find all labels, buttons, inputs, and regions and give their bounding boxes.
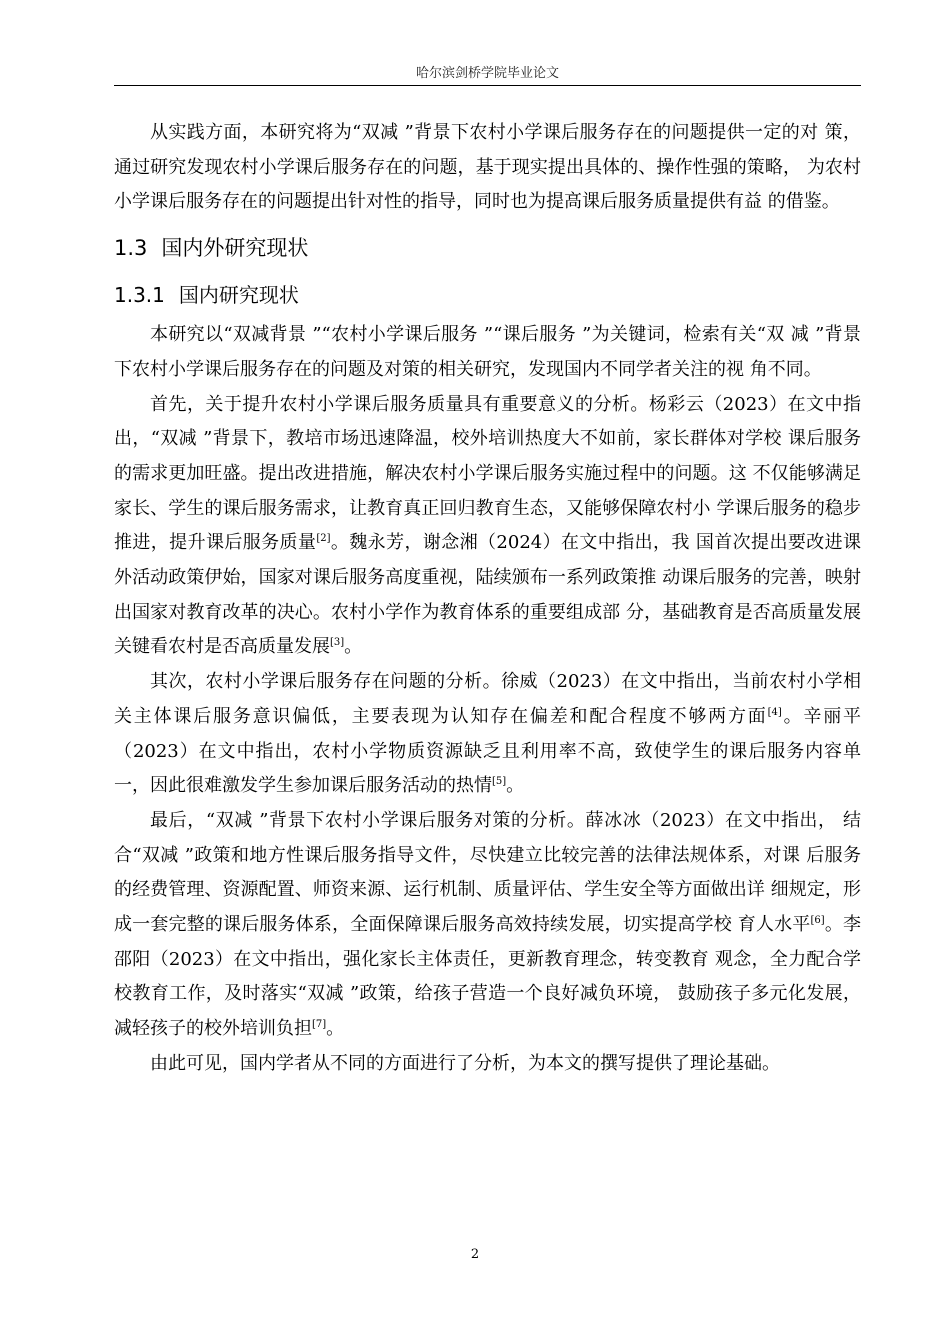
- paragraph-keywords: 本研究以“双减背景 ”“农村小学课后服务 ”“课后服务 ”为关键词，检索有关“双 减 ”背景下农村小学课后服务存在的问题及对策的相关研究，发现国内不同学者关注的视 角不同。: [114, 324, 861, 380]
- text-run: 。辛丽平 （2023）在文中指出，农村小学物质资源缺乏且利用率不高，致使学生的课后服务内容单 一，因此很难激发学生参加课后服务活动的热情: [114, 705, 862, 797]
- citation-6: [6]: [810, 915, 825, 927]
- citation-5: [5]: [492, 776, 507, 788]
- section-number: 1.3: [114, 236, 148, 261]
- paragraph-conclusion: 由此可见，国内学者从不同的方面进行了分析，为本文的撰写提供了理论基础。: [150, 1052, 780, 1074]
- paragraph-last: [114, 804, 861, 1047]
- text-run: 最后，“双减 ”背景下农村小学课后服务对策的分析。薛冰冰（2023）在文中指出， 结合“双减 ”政策和地方性课后服务指导文件，尽快建立比较完善的法律法规体系，对课 后服务的经费管理、资源配置、师资来源、运行机制、质量评估、学生安全等方面做出详 细规定，形成一套完整的课后服务体系，全面保障课后服务高效持续发展，切实提高学校 育人水平: [114, 809, 861, 936]
- citation-2: [2]: [316, 533, 331, 545]
- citation-3: [3]: [330, 637, 345, 649]
- section-title: 国内外研究现状: [161, 236, 309, 261]
- page-number: 2: [470, 1247, 480, 1262]
- text-run: 。: [326, 1018, 345, 1040]
- paragraph-practice: 从实践方面，本研究将为“双减 ”背景下农村小学课后服务存在的问题提供一定的对 策，通过研究发现农村小学课后服务存在的问题，基于现实提出具体的、操作性强的策略， 为农村小学课后服务存在的问题提出针对性的指导，同时也为提高课后服务质量提供有益 的借鉴。: [114, 122, 861, 213]
- paragraph-second: [114, 665, 861, 804]
- text-run: 其次，农村小学课后服务存在问题的分析。徐威（2023）在文中指出，当前农村小学相关主体课后服务意识偏低，主要表现为认知存在偏差和配合程度不够两方面: [114, 671, 861, 727]
- subsection-heading-1-3-1: [114, 272, 861, 318]
- citation-7: [7]: [312, 1019, 327, 1031]
- section-heading-1-3: [114, 224, 861, 272]
- header-divider: [114, 85, 861, 86]
- text-run: 首先，关于提升农村小学课后服务质量具有重要意义的分析。杨彩云（2023）在文中指出，“双减 ”背景下，教培市场迅速降温，校外培训热度大不如前，家长群体对学校 课后服务的需求更加旺盛。提出改进措施，解决农村小学课后服务实施过程中的问题。这 不仅能够满足家长、学生的课后服务需求，让教育真正回归教育生态，又能够保障农村小 学课后服务的稳步推进，提升课后服务质量: [114, 393, 861, 554]
- subsection-number: 1.3.1: [114, 283, 165, 308]
- document-body: [114, 116, 861, 1082]
- paragraph-first: [114, 388, 861, 666]
- text-run: 。李邵阳（2023）在文中指出，强化家长主体责任，更新教育理念，转变教育 观念，全力配合学校教育工作，及时落实“双减 ”政策，给孩子营造一个良好减负环境， 鼓励孩子多元化发展，减轻孩子的校外培训负担: [114, 914, 862, 1040]
- text-run: 。: [506, 775, 525, 797]
- page-header-title: 哈尔滨剑桥学院毕业论文: [415, 66, 559, 81]
- text-run: 。魏永芳，谢念湘（2024）在文中指出，我 国首次提出要改进课外活动政策伊始，国家对课后服务高度重视，陆续颁布一系列政策推 动课后服务的完善，映射出国家对教育改革的决心。农村小学作为教育体系的重要组成部 分，基础教育是否高质量发展关键看农村是否高质量发展: [114, 532, 862, 658]
- citation-4: [4]: [767, 706, 782, 718]
- subsection-title: 国内研究现状: [178, 283, 299, 308]
- text-run: 。: [344, 636, 363, 658]
